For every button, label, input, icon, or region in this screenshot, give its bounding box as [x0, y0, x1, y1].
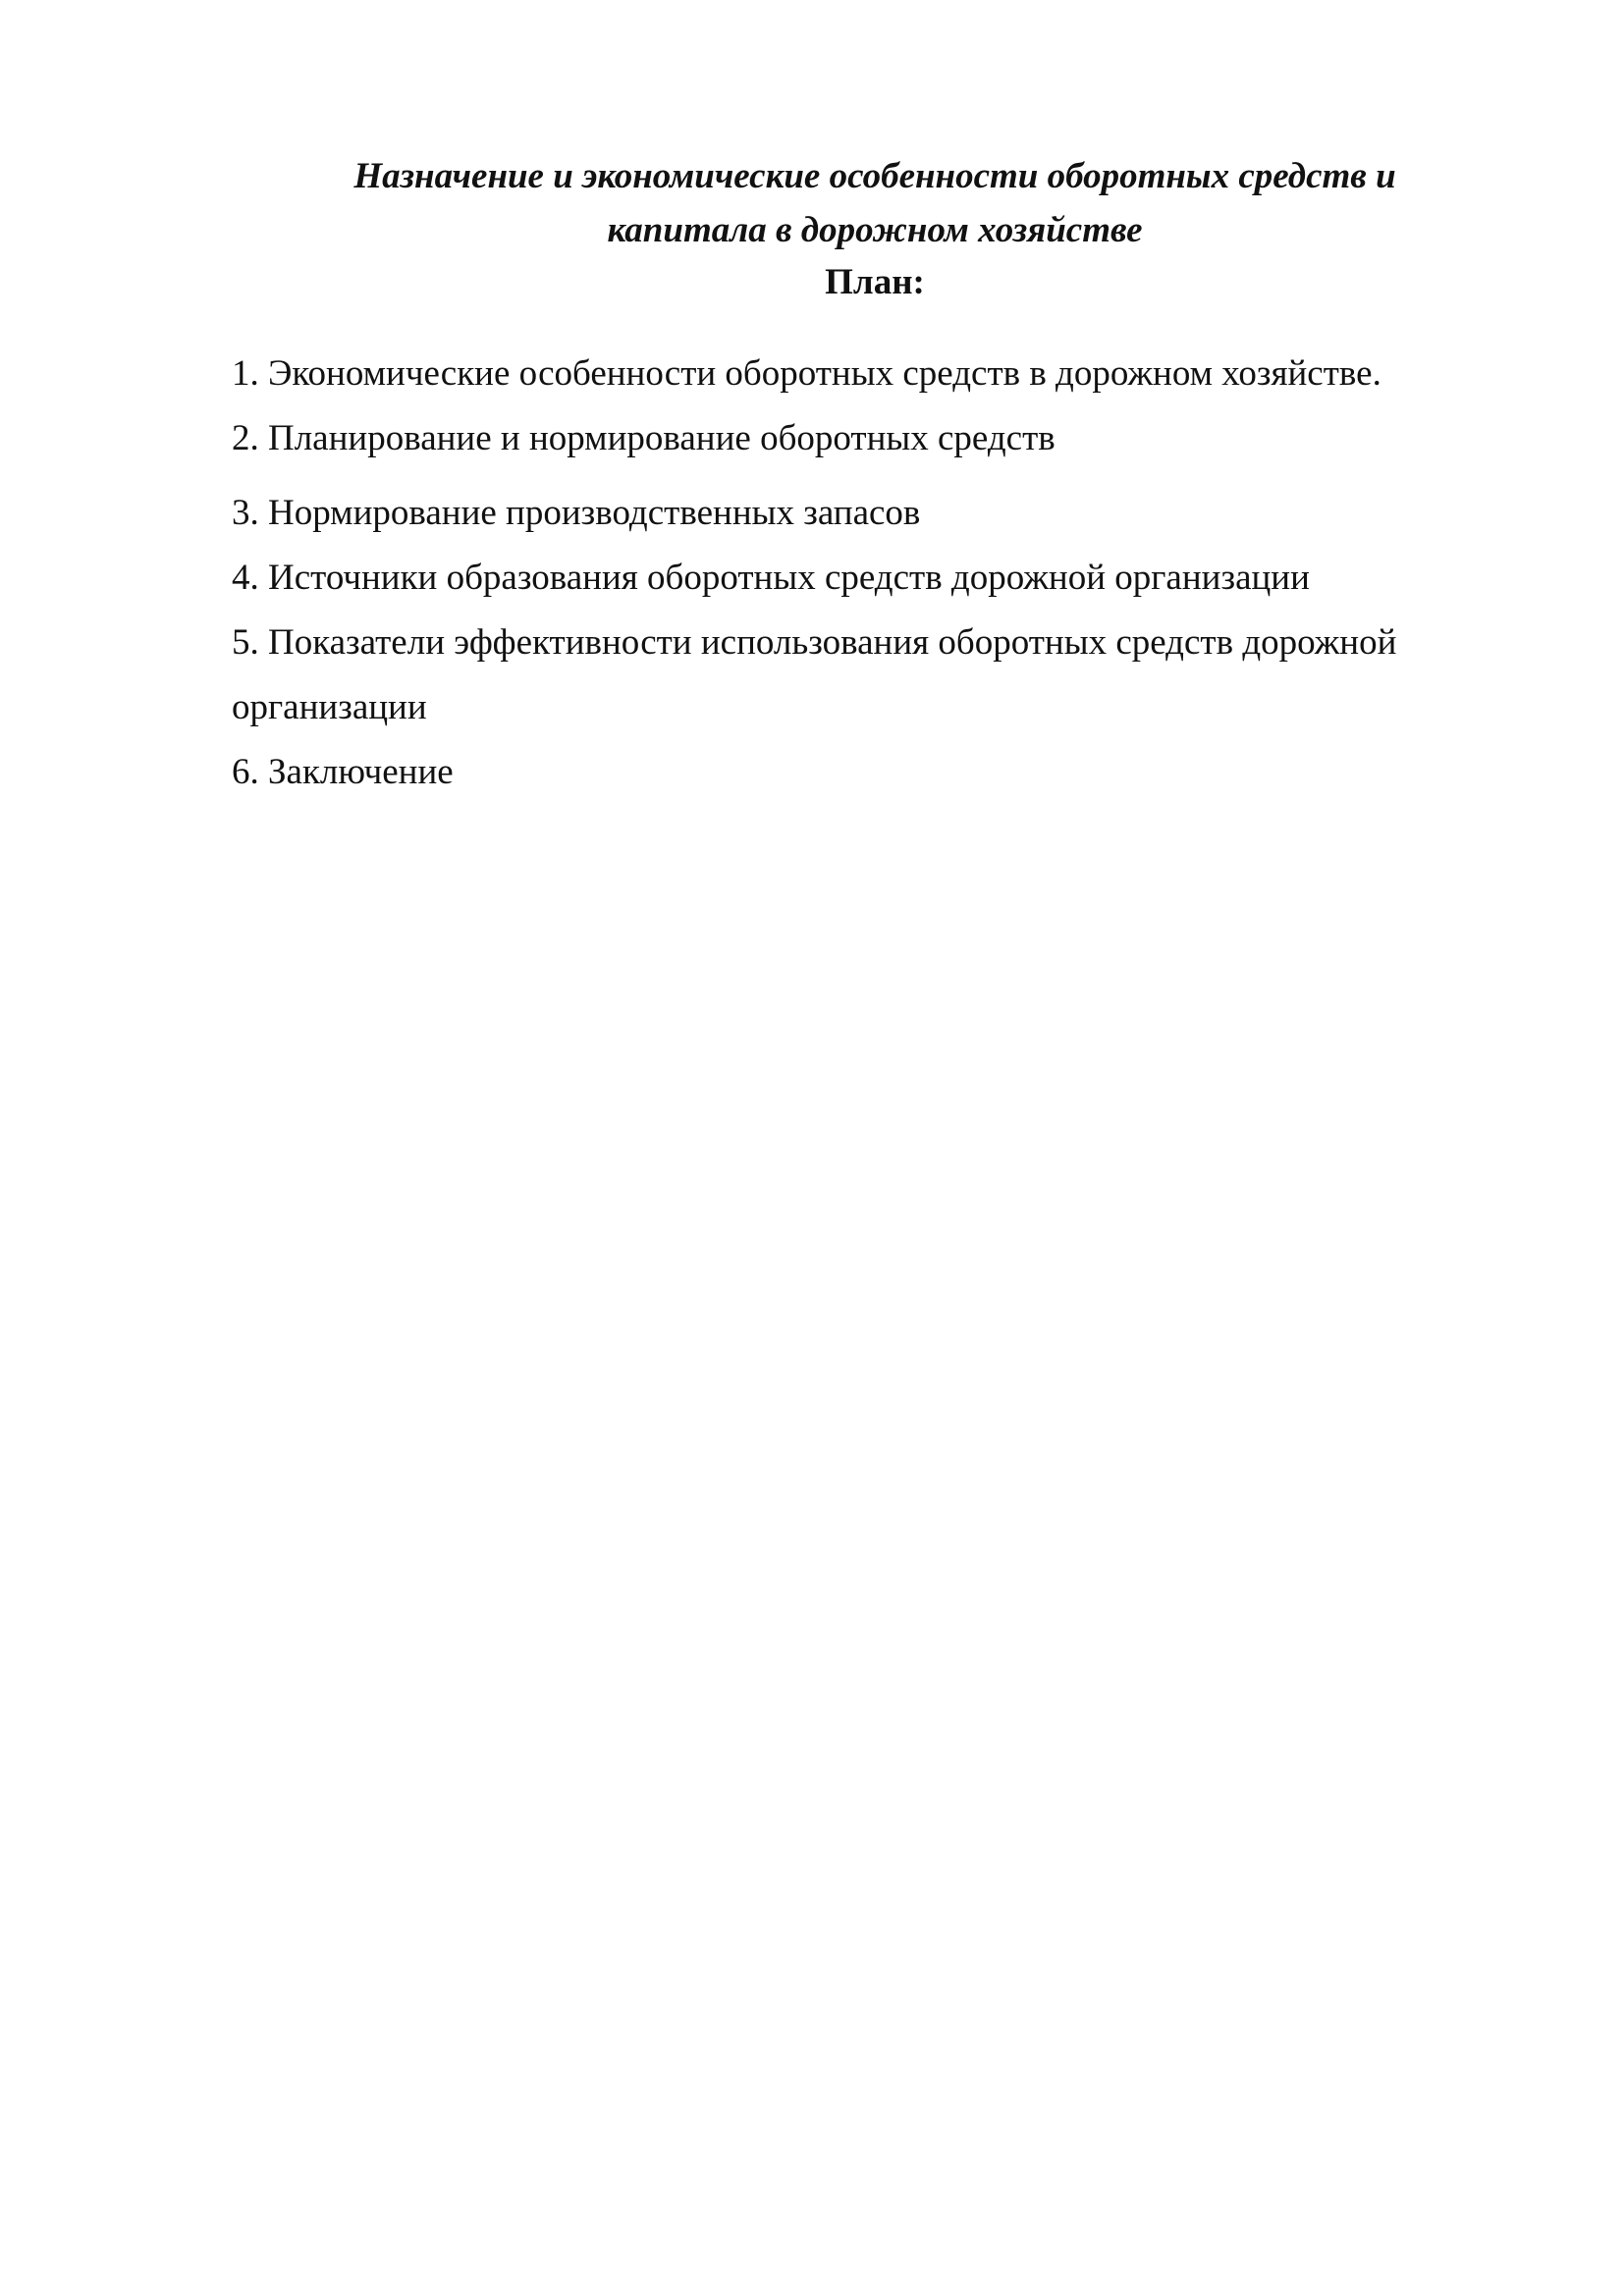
plan-item-2: 2. Планирование и нормирование оборотных средств — [232, 418, 1056, 458]
plan-item-3: 3. Нормирование производственных запасов — [232, 493, 921, 533]
plan-item-5: 5. Показатели эффективности использования оборотных средств дорожной — [232, 622, 1397, 663]
plan-heading: План: — [825, 262, 925, 302]
document-title-line-1: Назначение и экономические особенности оборотных средств и — [353, 156, 1396, 196]
plan-item-4: 4. Источники образования оборотных средств дорожной организации — [232, 558, 1310, 598]
plan-item-5-continued: организации — [232, 687, 427, 727]
plan-item-6: 6. Заключение — [232, 752, 454, 792]
plan-item-1: 1. Экономические особенности оборотных средств в дорожном хозяйстве. — [232, 353, 1381, 394]
document-title-line-2: капитала в дорожном хозяйстве — [607, 210, 1143, 250]
plan-list — [232, 342, 1528, 805]
document-title — [232, 149, 1518, 257]
